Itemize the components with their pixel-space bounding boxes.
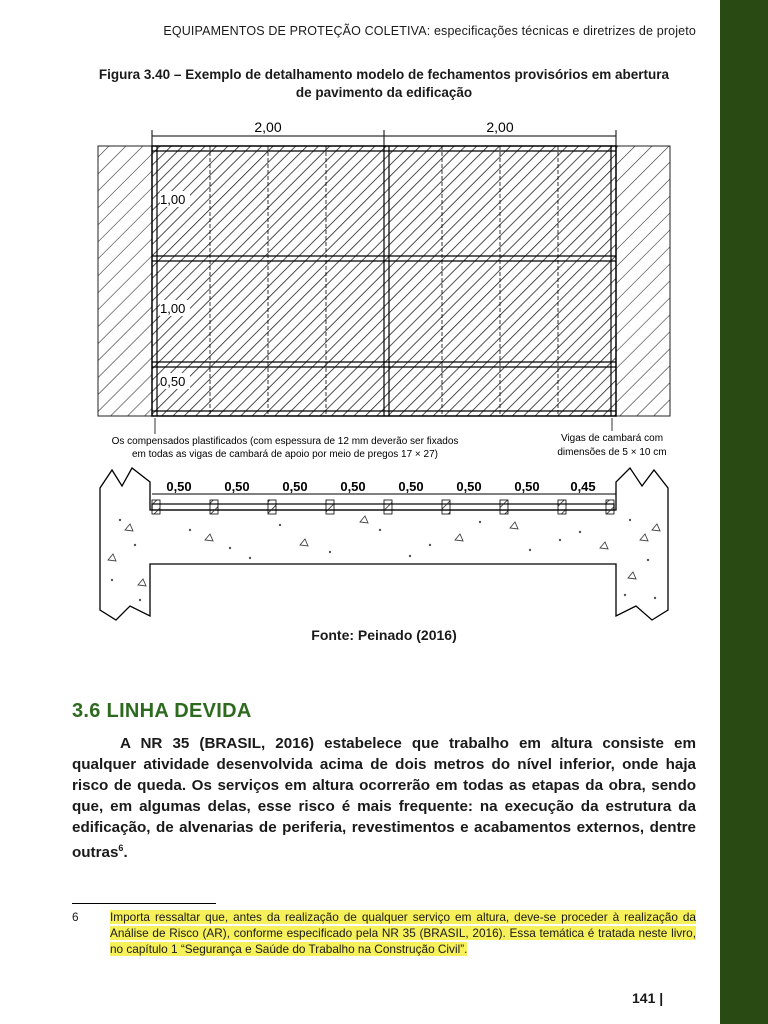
figure-source: Fonte: Peinado (2016): [311, 627, 457, 643]
spacing-label: 0,50: [456, 479, 482, 494]
spacing-label: 0,45: [570, 479, 596, 494]
footnote-divider: [72, 903, 216, 904]
height-label-3: 0,50: [160, 374, 186, 389]
note-plywood-line-2: em todas as vigas de cambará de apoio por meio de pregos 17 × 27): [131, 449, 439, 460]
spacing-label: 0,50: [282, 479, 308, 494]
technical-drawing: [0, 110, 720, 622]
section-heading: 3.6 LINHA DEVIDA: [72, 700, 252, 722]
height-label-1: 1,00: [160, 192, 186, 207]
caption-line-2: de pavimento da edificação: [295, 85, 473, 100]
spacing-label: 0,50: [514, 479, 540, 494]
page-number: 141 |: [632, 990, 664, 1006]
footnote-reference: 6: [118, 843, 124, 853]
spacing-label: 0,50: [166, 479, 192, 494]
spacing-label: 0,50: [224, 479, 250, 494]
width-label-2: 2,00: [486, 119, 514, 135]
footnote-number: 6: [72, 910, 79, 924]
spacing-label: 0,50: [340, 479, 366, 494]
figure-caption: [72, 66, 696, 102]
width-label-1: 2,00: [254, 119, 282, 135]
caption-line-1: Figura 3.40 – Exemplo de detalhamento modelo de fechamentos provisórios em abertura: [98, 67, 670, 82]
page-edge-band: [720, 0, 768, 1024]
paragraph-text: A NR 35 (BRASIL, 2016) estabelece que trabalho em altura consiste em qualquer atividade desenvolvida acima de dois metros do nível inferior, onde haja risco de queda. Os serviços em altura ocorrerão em todas as etapas da obra, sendo que, em algumas delas, esse risco é mais frequente: na execução da estrutura da edificação, de alvenarias de periferia, revestimentos e acabamentos externos, dentre outras: [72, 735, 696, 862]
note-beams-line-1: Vigas de cambará com: [560, 433, 664, 444]
running-header: EQUIPAMENTOS DE PROTEÇÃO COLETIVA: especificações técnicas e diretrizes de projeto: [163, 24, 696, 38]
spacing-label: 0,50: [398, 479, 424, 494]
footnote-text: Importa ressaltar que, antes da realização de qualquer serviço em altura, deve-se proceder à realização da Análise de Risco (AR), conforme especificado pela NR 35 (BRASIL, 2016). Essa temática é tratada neste livro, no capítulo 1 “Segurança e Saúde do Trabalho na Construção Civil”.: [110, 910, 696, 956]
note-plywood-line-1: Os compensados plastificados (com espessura de 12 mm deverão ser fixados: [111, 436, 459, 447]
note-beams-line-2: dimensões de 5 × 10 cm: [557, 447, 667, 458]
body-paragraph: A NR 35 (BRASIL, 2016) estabelece que trabalho em altura consiste em qualquer atividade desenvolvida acima de dois metros do nível inferior, onde haja risco de queda. Os serviços em altura ocorrerão em todas as etapas da obra, sendo que, em algumas delas, esse risco é mais frequente: na execução da estrutura da edificação, de alvenarias de periferia, revestimentos e acabamentos externos, dentre outras$^6$.: [72, 735, 696, 862]
height-label-2: 1,00: [160, 301, 186, 316]
